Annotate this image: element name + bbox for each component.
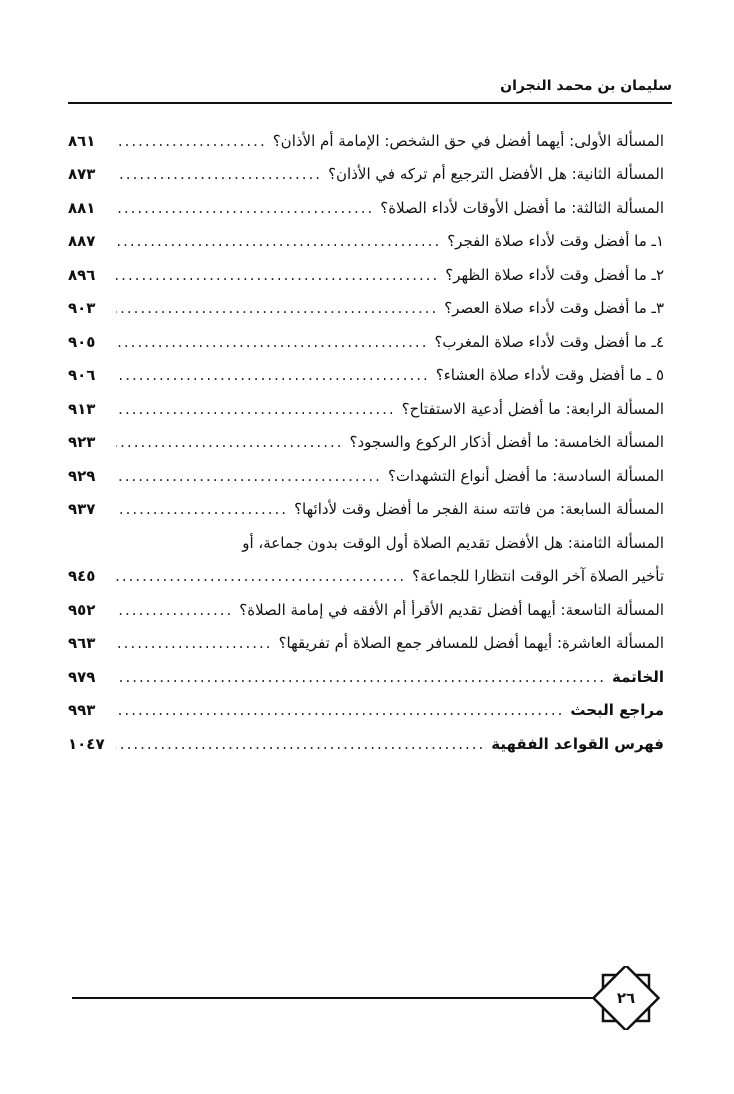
toc-entry-title: المسألة التاسعة: أيهما أفضل تقديم الأقرأ أم الأفقه في إمامة الصلاة؟ (239, 600, 664, 619)
toc-entry-title: المسألة السادسة: ما أفضل أنواع التشهدات؟ (387, 466, 664, 485)
table-of-contents (68, 124, 664, 761)
dot-leader (116, 333, 428, 351)
toc-entry-title: المسألة الثالثة: ما أفضل الأوقات لأداء الصلاة؟ (380, 198, 664, 217)
toc-entry-page: ٩١٣ (68, 399, 96, 418)
toc-entry-title: تأخير الصلاة آخر الوقت انتظارا للجماعة؟ (412, 567, 664, 586)
toc-entry-page: ٨٩٦ (68, 265, 96, 284)
dot-leader (116, 567, 406, 585)
toc-entry-title: المسألة الأولى: أيهما أفضل في حق الشخص: الإمامة أم الأذان؟ (272, 131, 664, 150)
header-rule (68, 102, 672, 104)
toc-entry[interactable] (68, 225, 664, 259)
dot-leader (116, 701, 564, 719)
toc-entry[interactable] (68, 627, 664, 661)
toc-entry-page: ٩٢٩ (68, 466, 96, 485)
footer-rule (72, 997, 594, 999)
dot-leader (116, 400, 396, 418)
toc-entry[interactable] (68, 493, 664, 527)
toc-entry-title: المسألة العاشرة: أيهما أفضل للمسافر جمع الصلاة أم تفريقها؟ (278, 634, 664, 653)
toc-entry[interactable] (68, 392, 664, 426)
toc-entry-title: المسألة السابعة: من فاتته سنة الفجر ما أفضل وقت لأدائها؟ (294, 500, 664, 519)
toc-entry-page: ٨٧٣ (68, 165, 96, 184)
toc-entry-title: ٥ ـ ما أفضل وقت لأداء صلاة العشاء؟ (435, 366, 664, 385)
toc-entry[interactable] (68, 727, 664, 761)
toc-entry-continuation[interactable] (68, 560, 664, 594)
toc-entry-page: ٩٤٥ (68, 567, 96, 586)
dot-leader (116, 266, 439, 284)
toc-entry-title: المسألة الرابعة: ما أفضل أدعية الاستفتاح؟ (401, 399, 664, 418)
dot-leader (116, 467, 382, 485)
toc-entry[interactable] (68, 593, 664, 627)
toc-entry[interactable] (68, 426, 664, 460)
page-number-badge (590, 966, 662, 1030)
toc-entry-title: مراجع البحث (570, 701, 664, 720)
dot-leader (116, 232, 441, 250)
toc-entry[interactable] (68, 325, 664, 359)
dot-leader (116, 165, 322, 183)
toc-entry[interactable] (68, 459, 664, 493)
toc-entry-title: ٣ـ ما أفضل وقت لأداء صلاة العصر؟ (444, 299, 664, 318)
dot-leader (116, 634, 273, 652)
toc-entry-first-line[interactable] (68, 526, 664, 560)
toc-entry-page: ١٠٤٧ (68, 734, 105, 753)
toc-entry[interactable] (68, 694, 664, 728)
toc-entry[interactable] (68, 191, 664, 225)
toc-entry-title: الخاتمة (611, 667, 664, 686)
dot-leader (116, 500, 288, 518)
toc-entry-page: ٩٦٣ (68, 634, 96, 653)
dot-leader (116, 735, 485, 753)
toc-entry[interactable] (68, 158, 664, 192)
dot-leader (116, 366, 430, 384)
toc-entry-title: المسألة الثانية: هل الأفضل الترجيع أم تركه في الأذان؟ (328, 165, 664, 184)
toc-entry-page: ٨٨١ (68, 198, 96, 217)
dot-leader (116, 132, 267, 150)
dot-leader (116, 668, 606, 686)
running-header: سليمان بن محمد النجران (500, 78, 672, 94)
toc-entry-page: ٨٦١ (68, 131, 96, 150)
toc-entry[interactable] (68, 124, 664, 158)
toc-entry-title: ٤ـ ما أفضل وقت لأداء صلاة المغرب؟ (434, 332, 664, 351)
dot-leader (116, 601, 233, 619)
dot-leader (116, 433, 344, 451)
toc-entry[interactable] (68, 292, 664, 326)
dot-leader (116, 199, 374, 217)
toc-entry-page: ٩٩٣ (68, 701, 96, 720)
toc-entry-page: ٩٠٦ (68, 366, 96, 385)
toc-entry-page: ٩٥٢ (68, 600, 96, 619)
toc-entry-page: ٩٠٣ (68, 299, 96, 318)
toc-entry[interactable] (68, 359, 664, 393)
page-number: ٢٦ (616, 989, 636, 1007)
toc-entry[interactable] (68, 660, 664, 694)
toc-entry-page: ٩٢٣ (68, 433, 96, 452)
toc-entry-title: ١ـ ما أفضل وقت لأداء صلاة الفجر؟ (447, 232, 664, 251)
dot-leader (116, 299, 438, 317)
toc-entry-title: ٢ـ ما أفضل وقت لأداء صلاة الظهر؟ (445, 265, 664, 284)
toc-entry-title: المسألة الثامنة: هل الأفضل تقديم الصلاة أول الوقت بدون جماعة، أو (242, 533, 664, 552)
toc-entry-page: ٩٠٥ (68, 332, 96, 351)
toc-entry-page: ٩٧٩ (68, 667, 96, 686)
toc-entry-title: المسألة الخامسة: ما أفضل أذكار الركوع والسجود؟ (349, 433, 664, 452)
toc-entry-title: فهرس القواعد الفقهية (491, 734, 664, 753)
toc-entry-page: ٨٨٧ (68, 232, 96, 251)
toc-entry-page: ٩٣٧ (68, 500, 96, 519)
toc-entry[interactable] (68, 258, 664, 292)
